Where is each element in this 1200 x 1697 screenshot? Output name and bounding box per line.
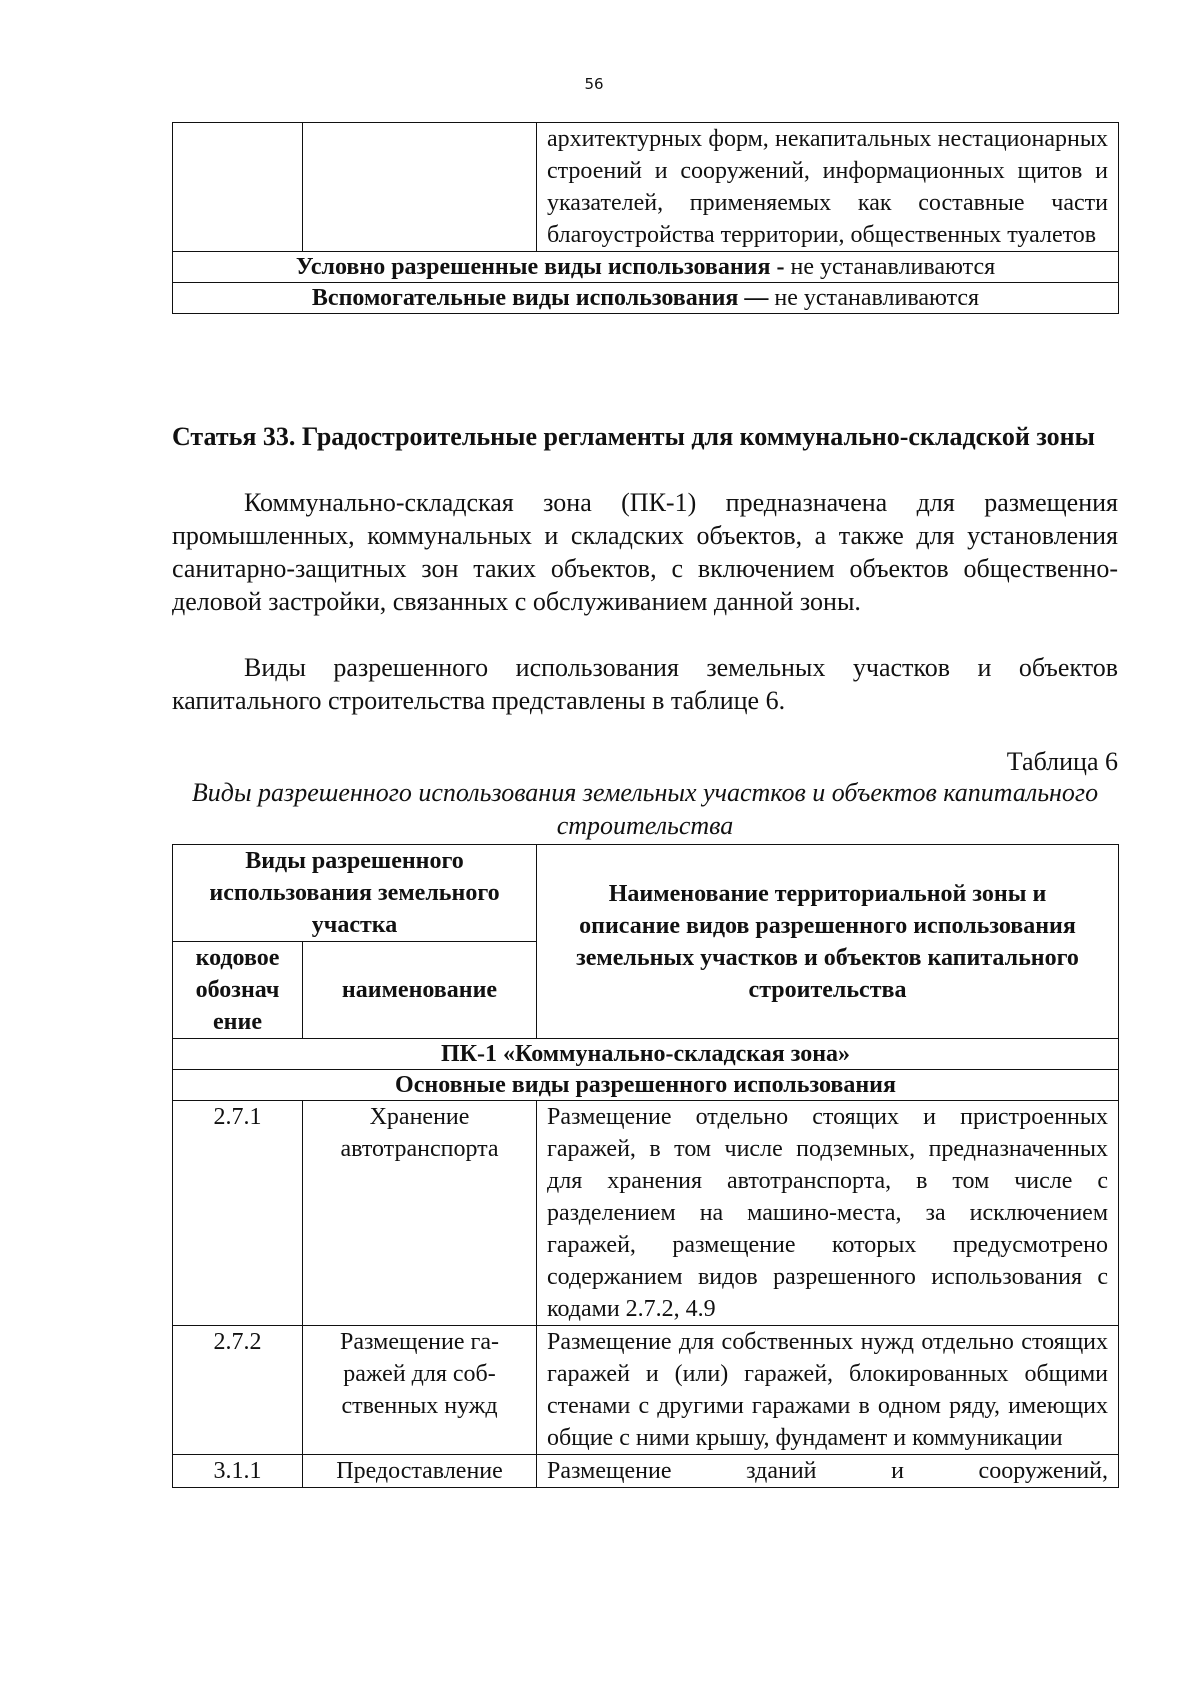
row-name: Хранение автотранспорта <box>303 1101 537 1326</box>
section-title-row <box>173 1070 1119 1101</box>
continued-regulations-table <box>172 122 1119 314</box>
table-row <box>173 1101 1119 1326</box>
auxiliary-uses-row <box>173 283 1119 314</box>
row-name: Размещение га-ражей для соб-ственных нужд <box>303 1326 537 1455</box>
empty-cell <box>303 123 537 252</box>
empty-cell <box>173 123 303 252</box>
header-code: кодовое обознач ение <box>173 942 303 1039</box>
auxiliary-uses-label: Вспомогательные виды использования — <box>311 285 769 311</box>
conditional-uses-label: Условно разрешенные виды использования - <box>295 254 785 280</box>
article-paragraph-1: Коммунально-складская зона (ПК-1) предназначена для размещения промышленных, коммунальных и складских объектов, а также для установления санитарно-защитных зон таких объектов, с включением объектов общественно-деловой застройки, связанных с обслуживанием данной зоны. <box>172 488 1118 616</box>
header-row <box>173 845 1119 942</box>
table-row <box>173 123 1119 252</box>
row-description: Размещение отдельно стоящих и пристроенных гаражей, в том числе подземных, предназначенных для хранения автотранспорта, в том числе с разделением на машино-места, за исключением гаражей, размещение которых предусмотрено содержанием видов разрешенного использования с кодами 2.7.2, 4.9 <box>537 1101 1119 1326</box>
zone-title: ПК-1 «Коммунально-складская зона» <box>173 1039 1119 1070</box>
article-paragraph-2: Виды разрешенного использования земельных участков и объектов капитального строительства представлены в таблице 6. <box>172 653 1118 715</box>
table-6 <box>172 844 1119 1488</box>
row-description: Размещение для собственных нужд отдельно стоящих гаражей и (или) гаражей, блокированных общими стенами с другими гаражами в одном ряду, имеющих общие с ними крышу, фундамент и коммуникации <box>537 1326 1119 1455</box>
row-code: 2.7.1 <box>173 1101 303 1326</box>
page-number: 56 <box>584 75 604 93</box>
article-heading: Статья 33. Градостроительные регламенты для коммунально-складской зоны <box>172 422 1095 451</box>
table-row <box>173 1455 1119 1488</box>
auxiliary-uses-value: не устанавливаются <box>768 285 980 311</box>
row-code: 3.1.1 <box>173 1455 303 1488</box>
table-label: Таблица 6 <box>1006 747 1118 776</box>
conditional-uses-row <box>173 252 1119 283</box>
row-name: Предоставление <box>303 1455 537 1488</box>
conditional-uses-value: не устанавливаются <box>784 254 996 280</box>
row-code: 2.7.2 <box>173 1326 303 1455</box>
table-caption: Виды разрешенного использования земельных участков и объектов капитального строительства <box>191 778 1099 840</box>
row-description: Размещение зданий и сооружений, <box>537 1455 1119 1488</box>
header-name: наименование <box>303 942 537 1039</box>
zone-title-row <box>173 1039 1119 1070</box>
header-description: Наименование территориальной зоны и описание видов разрешенного использования земельных участков и объектов капитального строительства <box>537 845 1119 1039</box>
section-title: Основные виды разрешенного использования <box>173 1070 1119 1101</box>
table-row <box>173 1326 1119 1455</box>
header-permitted-uses: Виды разрешенного использования земельного участка <box>173 845 537 942</box>
continuation-description: архитектурных форм, некапитальных нестационарных строений и сооружений, информационных щитов и указателей, применяемых как составные части благоустройства территории, общественных туалетов <box>537 123 1119 252</box>
